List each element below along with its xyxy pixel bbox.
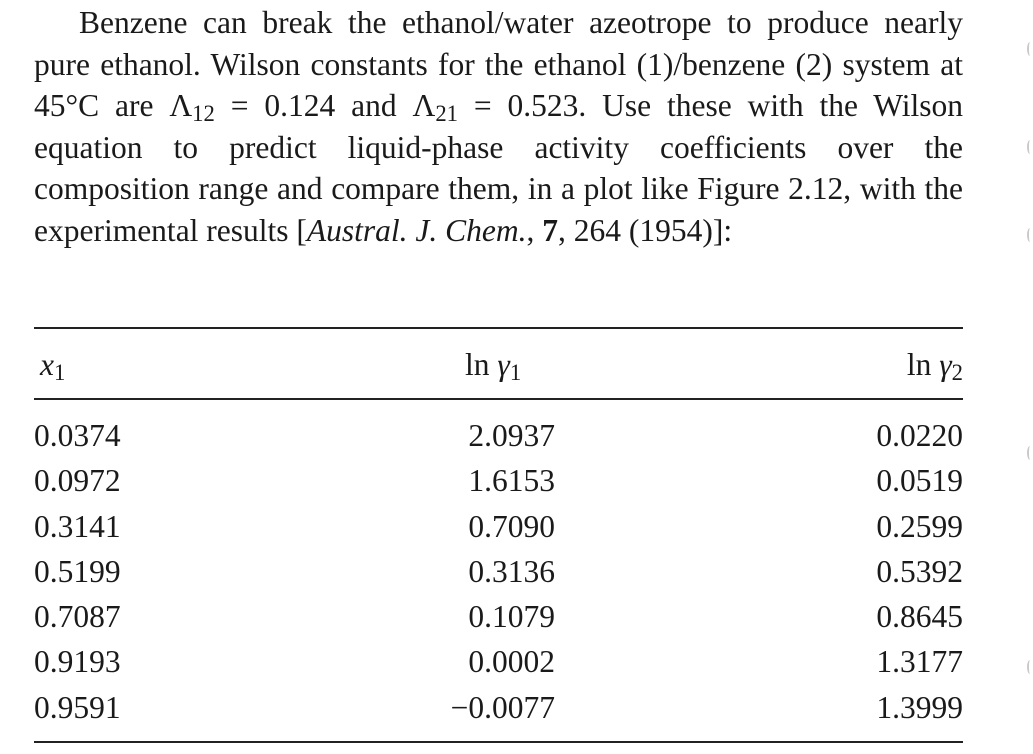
cell-ln-gamma1: 0.0002 <box>468 644 555 680</box>
table-body <box>34 416 963 733</box>
problem-text-part-2: = 0.124 and Λ <box>214 88 436 123</box>
table-row <box>34 597 963 642</box>
cell-ln-gamma2: 1.3177 <box>876 644 963 680</box>
cell-x1: 0.5199 <box>34 553 121 589</box>
table-row <box>34 461 963 506</box>
table-header-rule <box>34 398 963 400</box>
table-bottom-rule <box>34 741 963 743</box>
problem-text-part-1: Benzene can break the ethanol/water azeotrope to produce nearly pure ethanol. Wilson constants for the ethanol (1)/benzene (2) system at 45°C are Λ <box>34 5 963 123</box>
cell-ln-gamma2: 0.0519 <box>876 463 963 499</box>
cell-x1: 0.7087 <box>34 599 121 635</box>
header-ln-gamma1-prefix: ln <box>465 347 498 382</box>
page-edge-mark <box>1027 228 1033 242</box>
cell-ln-gamma1: 0.3136 <box>468 553 555 589</box>
cell-x1: 0.9591 <box>34 689 121 725</box>
cell-ln-gamma2: 0.8645 <box>876 599 963 635</box>
table-row <box>34 642 963 687</box>
cell-ln-gamma1: 1.6153 <box>468 463 555 499</box>
cell-ln-gamma2: 0.5392 <box>876 553 963 589</box>
header-x1 <box>40 347 65 383</box>
page-edge-mark <box>1027 446 1033 460</box>
header-gamma1-subscript: 1 <box>509 359 522 385</box>
lambda-12-subscript: 12 <box>192 100 215 126</box>
header-x1-symbol: x <box>40 347 54 382</box>
cell-ln-gamma1: 2.0937 <box>468 418 555 453</box>
cell-ln-gamma1: 0.7090 <box>468 508 555 544</box>
problem-text-part-5: , 264 (1954)]: <box>558 212 733 248</box>
header-gamma2-symbol: γ <box>939 347 952 382</box>
table-row <box>34 416 963 461</box>
problem-statement <box>34 2 963 251</box>
problem-text-part-4: , <box>526 212 543 248</box>
header-ln-gamma1 <box>465 347 521 383</box>
cell-ln-gamma2: 1.3999 <box>876 689 963 725</box>
table-row <box>34 552 963 597</box>
cell-x1: 0.9193 <box>34 644 121 680</box>
journal-name: Austral. J. Chem. <box>306 212 527 248</box>
table-header <box>34 347 963 387</box>
page-edge-mark <box>1027 660 1033 674</box>
lambda-21-subscript: 21 <box>435 100 458 126</box>
cell-ln-gamma1: −0.0077 <box>450 689 555 725</box>
table-row <box>34 507 963 552</box>
page-edge-mark <box>1027 42 1033 56</box>
header-gamma2-subscript: 2 <box>951 359 963 385</box>
header-ln-gamma2-prefix: ln <box>906 347 940 382</box>
cell-ln-gamma2: 0.0220 <box>876 418 963 453</box>
cell-ln-gamma1: 0.1079 <box>468 599 555 635</box>
header-x1-subscript: 1 <box>53 359 66 385</box>
header-ln-gamma2 <box>907 347 963 383</box>
table-row <box>34 688 963 733</box>
page-edge-mark <box>1027 140 1033 154</box>
cell-x1: 0.3141 <box>34 508 121 544</box>
journal-volume: 7 <box>542 212 559 248</box>
cell-x1: 0.0374 <box>34 418 121 453</box>
table-top-rule <box>34 327 963 329</box>
cell-ln-gamma2: 0.2599 <box>876 508 963 544</box>
problem-text-part-3: = 0.523. Use these with the Wilson equation to predict liquid-phase activity coefficients over the composition range and compare them, in a plot like Figure 2.12, with the experimental results [ <box>34 88 963 248</box>
header-gamma1-symbol: γ <box>497 347 510 382</box>
cell-x1: 0.0972 <box>34 463 121 499</box>
